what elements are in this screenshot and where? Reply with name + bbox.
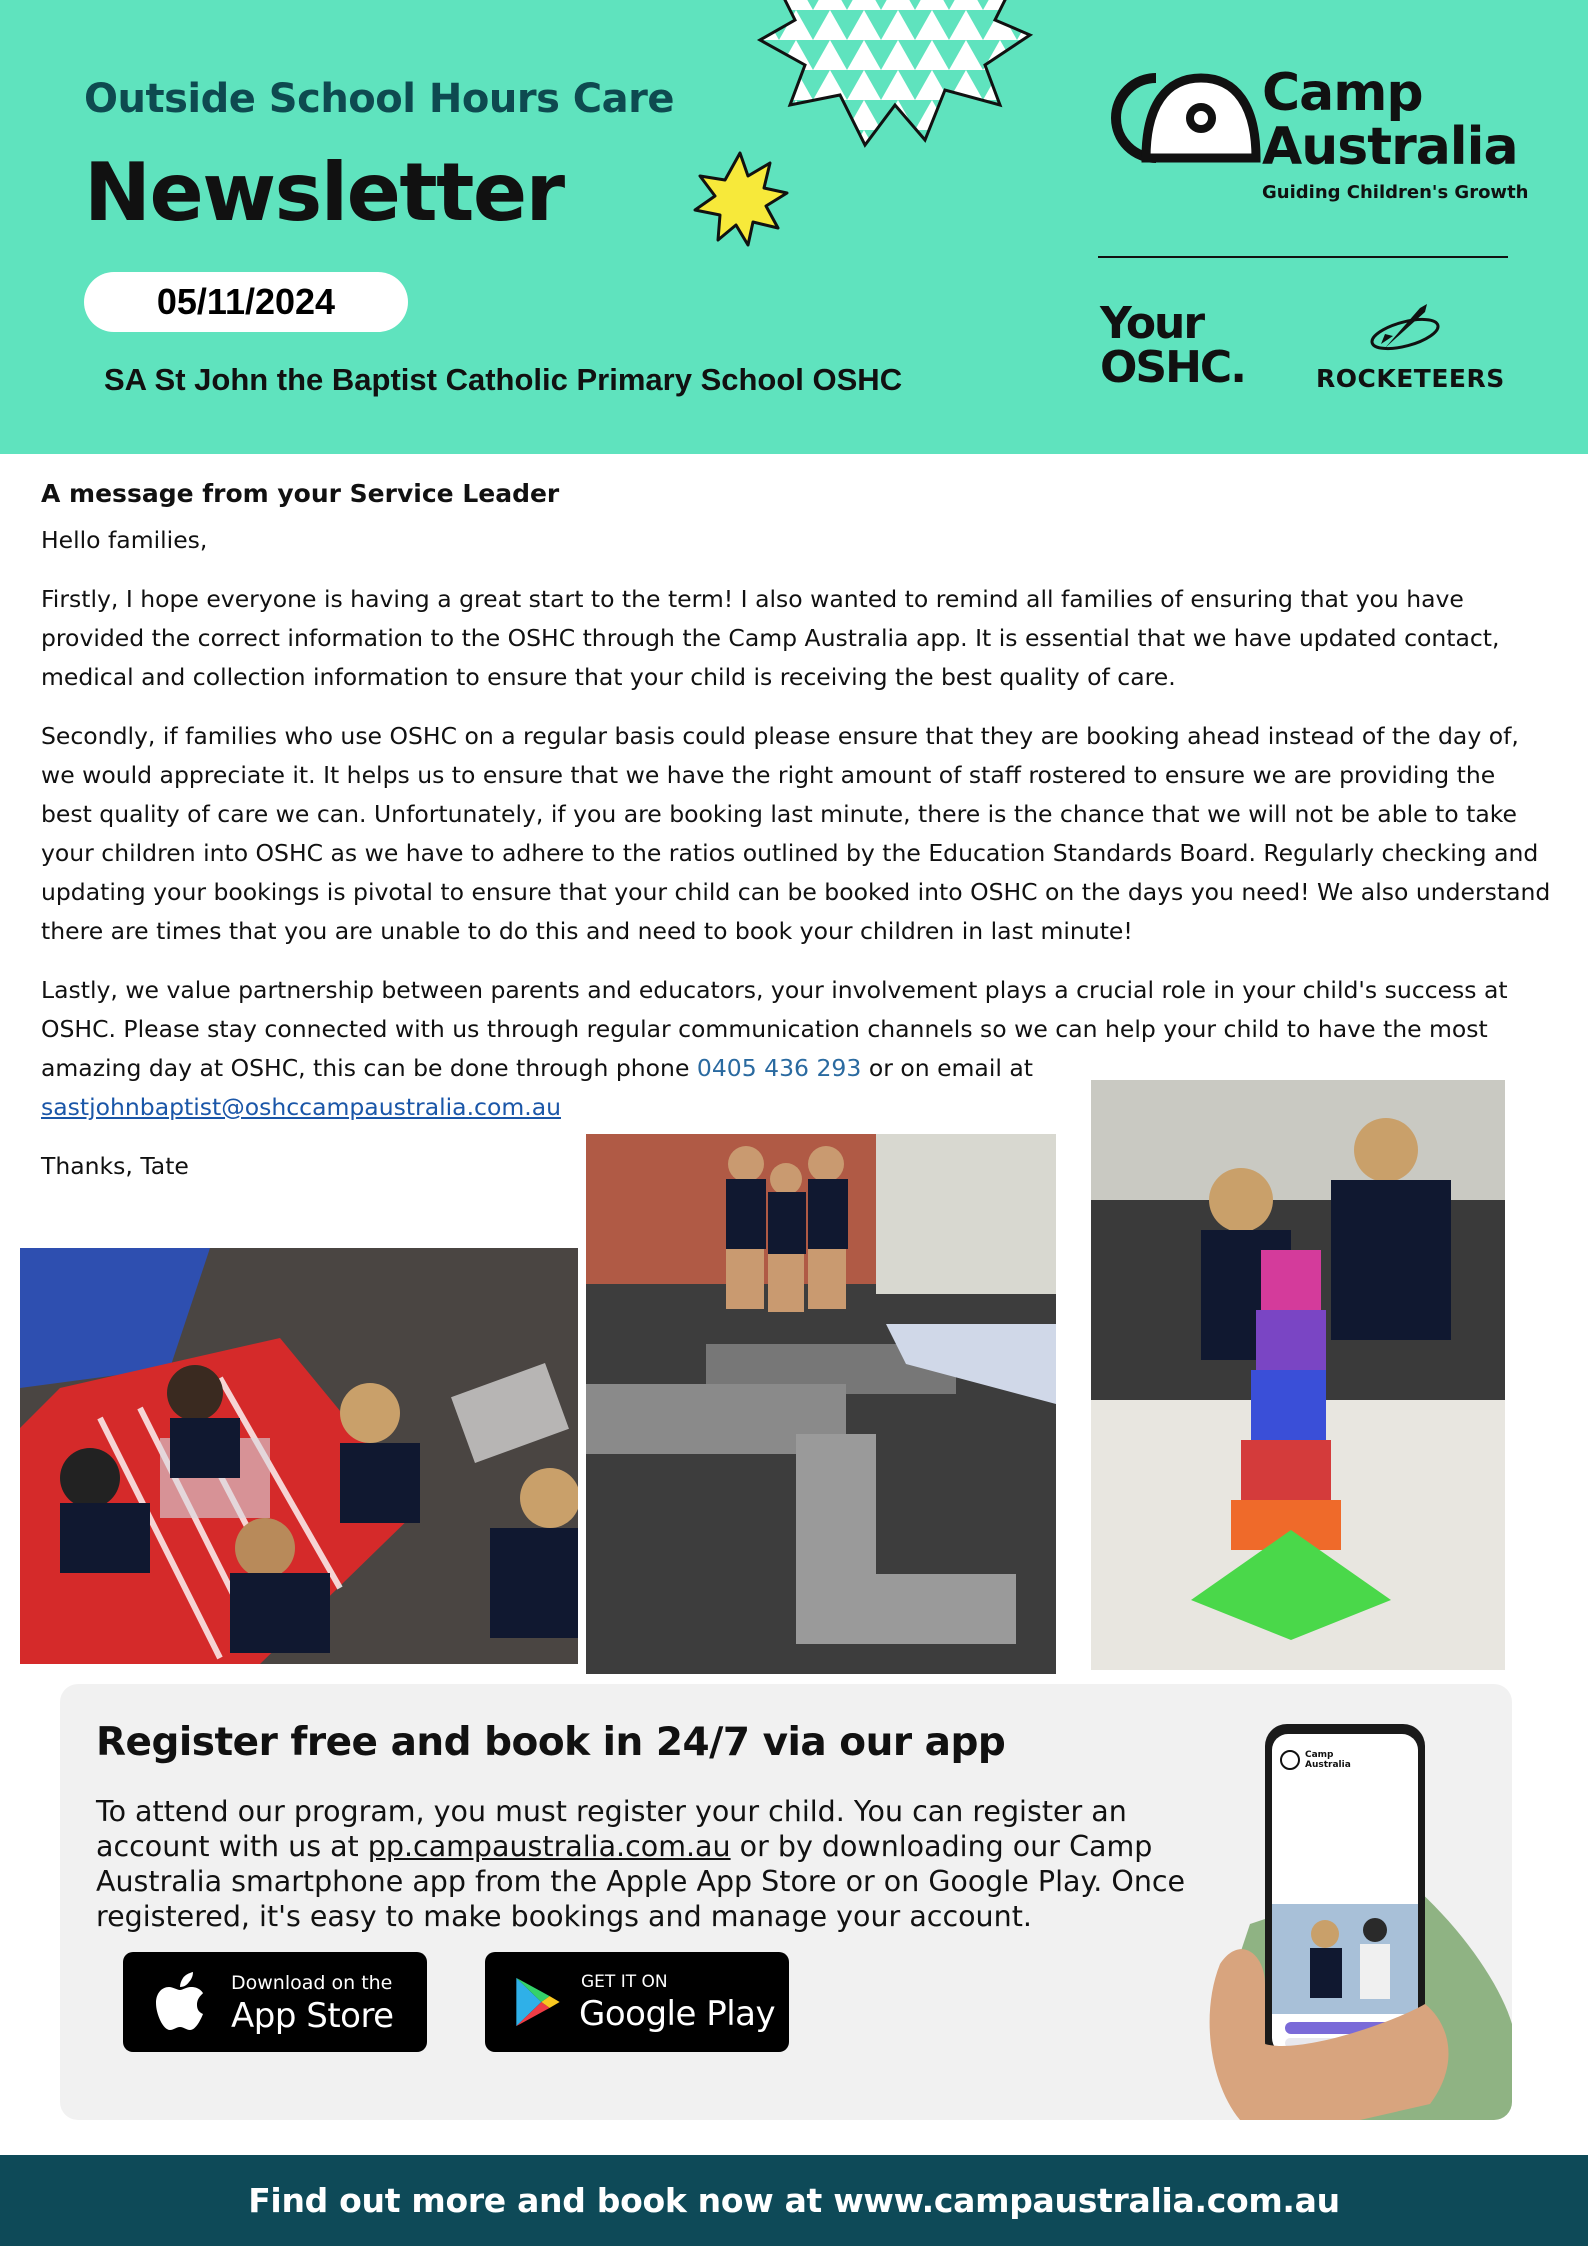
rocket-icon	[1365, 300, 1445, 356]
footer-text[interactable]: Find out more and book now at www.campaustralia.com.au	[248, 2181, 1340, 2220]
message-heading: A message from your Service Leader	[41, 479, 560, 508]
google-play-icon	[513, 1974, 563, 2030]
newsletter-date: 05/11/2024	[84, 272, 408, 332]
photo-children-tower	[1091, 1080, 1505, 1670]
newsletter-title: Newsletter	[84, 146, 564, 239]
google-play-button[interactable]: GET IT ON Google Play	[485, 1952, 789, 2052]
camp-australia-logo-icon	[1096, 66, 1266, 170]
contact-email-link[interactable]: sastjohnbaptist@oshccampaustralia.com.au	[41, 1093, 561, 1121]
registration-link[interactable]: pp.campaustralia.com.au	[367, 1830, 731, 1863]
newsletter-kicker: Outside School Hours Care	[84, 76, 674, 122]
apple-icon	[153, 1972, 213, 2034]
app-store-button[interactable]: Download on the App Store	[123, 1952, 427, 2052]
contact-phone-link[interactable]: 0405 436 293	[696, 1054, 862, 1082]
message-signoff: Thanks, Tate	[41, 1152, 189, 1180]
sun-burst-icon	[690, 148, 790, 248]
message-paragraph-3: Lastly, we value partnership between parents and educators, your involvement plays a crucial role in your child's success at OSHC. Please stay connected with us through regular communication channels so we can help your child to have the most amazing day at OSHC, this can be done through phone 0405 436 293 or on email at	[41, 976, 1508, 1082]
svg-text:Camp: Camp	[1305, 1750, 1334, 1760]
triangle-starburst-icon	[745, 0, 1045, 155]
brand-tagline: Guiding Children's Growth	[1262, 182, 1529, 203]
newsletter-header	[0, 0, 1588, 454]
phone-in-hand-illustration	[1160, 1724, 1512, 2120]
photo-children-building-blocks	[20, 1248, 578, 1664]
message-paragraph-1: Firstly, I hope everyone is having a great start to the term! I also wanted to remind all families of ensuring that you have provided the correct information to the OSHC through the Camp Australia app. It is essential that we have updated contact, medical and collection information to ensure that your child is receiving the best quality of care.	[41, 585, 1500, 691]
message-greeting: Hello families,	[41, 526, 208, 554]
school-name: SA St John the Baptist Catholic Primary School OSHC	[104, 362, 903, 397]
promo-body: To attend our program, you must register your child. You can register an account with us at pp.campaustralia.com.au or by downloading our Camp Australia smartphone app from the Apple App Store or on Google Play. Once registered, it's easy to make bookings and manage your account.	[96, 1795, 1186, 1933]
rocketeers-logo: ROCKETEERS	[1316, 364, 1505, 393]
message-paragraph-2: Secondly, if families who use OSHC on a regular basis could please ensure that they are booking ahead instead of the day of, we would appreciate it. It helps us to ensure that we have the right amount of staff rostered to ensure we are providing the best quality of care we can. Unfortunately, if you are booking last minute, there is the chance that we will not be able to take your children into OSHC as we have to adhere to the ratios outlined by the Education Standards Board. Regularly checking and updating your bookings is pivotal to ensure that your child can be booked into OSHC on the days you need! We also understand there are times that you are unable to do this and need to book your children in last minute!	[41, 722, 1551, 945]
app-promo-card	[60, 1684, 1512, 2120]
your-oshc-logo: Your OSHC.	[1100, 298, 1245, 393]
svg-text:Australia: Australia	[1305, 1760, 1351, 1770]
footer-cta-bar[interactable]	[0, 2155, 1588, 2246]
camp-australia-wordmark: Camp Australia	[1262, 63, 1518, 177]
promo-title: Register free and book in 24/7 via our app	[96, 1720, 1006, 1765]
header-divider	[1098, 256, 1508, 258]
photo-children-road-mat	[586, 1134, 1056, 1674]
